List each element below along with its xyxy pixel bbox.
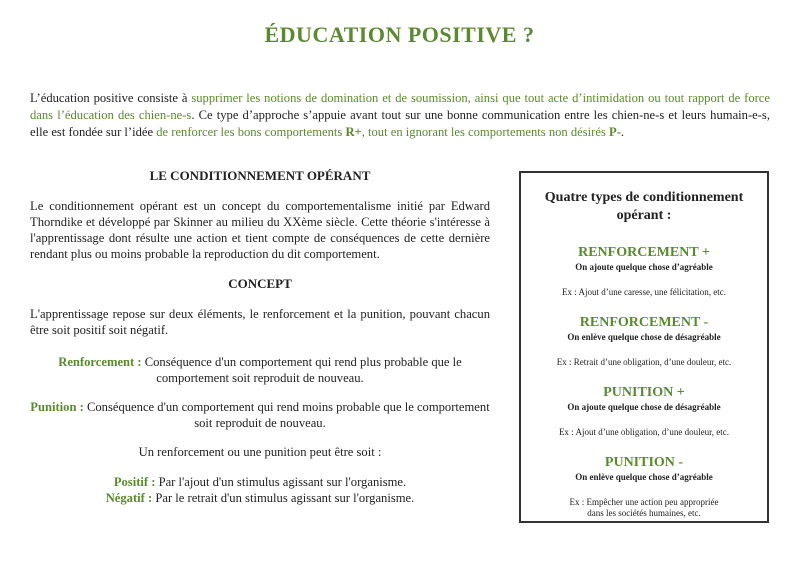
type-example: Ex : Ajout d’une caresse, une félicitation, etc. [562,287,726,297]
intro-r-plus: R+ [345,125,362,139]
type-description: On ajoute quelque chose de désagréable [567,402,721,412]
punition-definition [30,399,490,431]
intro-text-3: . [620,125,625,139]
page-title: ÉDUCATION POSITIVE ? [264,22,535,47]
renforcement-text: Conséquence d'un comportement qui rend plus probable que le comportement soit reproduit de nouveau. [141,355,462,385]
positif-line [30,474,490,490]
left-column [30,168,490,506]
type-example: Ex : Ajout d’une obligation, d’une douleur, etc. [558,427,730,437]
negatif-label: Négatif : [105,491,153,505]
negatif-line [30,490,490,506]
intro-highlight-1: supprimer les notions de domination et de soumission, ainsi que tout acte d’intimidation ou tout rapport de force dans l’éducation des chien-ne-s [30,91,770,122]
type-description: On ajoute quelque chose d’agréable [575,262,713,272]
type-name: RENFORCEMENT - [579,315,709,330]
intro-paragraph [30,90,770,141]
type-description: On enlève quelque chose d’agréable [575,472,713,482]
positif-label: Positif : [113,475,156,489]
punition-text: Conséquence d'un comportement qui rend moins probable que le comportement soit reproduit de nouveau. [83,400,490,430]
type-name: RENFORCEMENT + [578,245,710,260]
type-block [521,315,767,368]
type-name: PUNITION + [603,385,685,400]
renforcement-label: Renforcement : [58,355,142,369]
concept-heading: CONCEPT [228,276,292,291]
intro-text-2: . Ce type d’approche s’appuie avant tout sur une bonne communication entre les chien-ne-s et leurs humain-e-s, elle est fondée sur l’idée [30,108,770,139]
type-block [521,245,767,298]
intro-highlight-3: , tout en ignorant les comportements non désirés [361,125,609,139]
renforcement-definition [30,354,490,386]
type-example: Ex : Retrait d’une obligation, d’une douleur, etc. [556,357,732,367]
types-box [519,171,769,523]
positif-text: Par l'ajout d'un stimulus agissant sur l'organisme. [155,475,407,489]
type-block [521,385,767,438]
punition-label: Punition : [30,400,84,414]
concept-paragraph: L'apprentissage repose sur deux éléments, le renforcement et la punition, pouvant chacun être soit positif soit négatif. [30,307,490,337]
type-name: PUNITION - [604,455,684,470]
box-title: Quatre types de conditionnement opérant : [544,190,744,223]
intro-text-1: L’éducation positive consiste à [30,91,192,105]
intro-p-minus: P- [609,125,621,139]
type-example: Ex : Empêcher une action peu appropriée dans les sociétés humaines, etc. [569,497,719,518]
definition-paragraph: Le conditionnement opérant est un concept du comportementalisme initié par Edward Thorndike et développé par Skinner au milieu du XXème siècle. Cette théorie s'intéresse à l'apprentissage dont résulte une action et tient compte de conséquences de cette dernière rendant plus ou moins probable la reproduction du dit comportement. [30,199,490,261]
type-block [521,455,767,519]
intro-highlight-2: de renforcer les bons comportements [156,125,346,139]
section-heading: LE CONDITIONNEMENT OPÉRANT [149,168,371,183]
type-description: On enlève quelque chose de désagréable [567,332,721,342]
either-line: Un renforcement ou une punition peut être soit : [138,445,382,459]
negatif-text: Par le retrait d'un stimulus agissant sur l'organisme. [152,491,415,505]
